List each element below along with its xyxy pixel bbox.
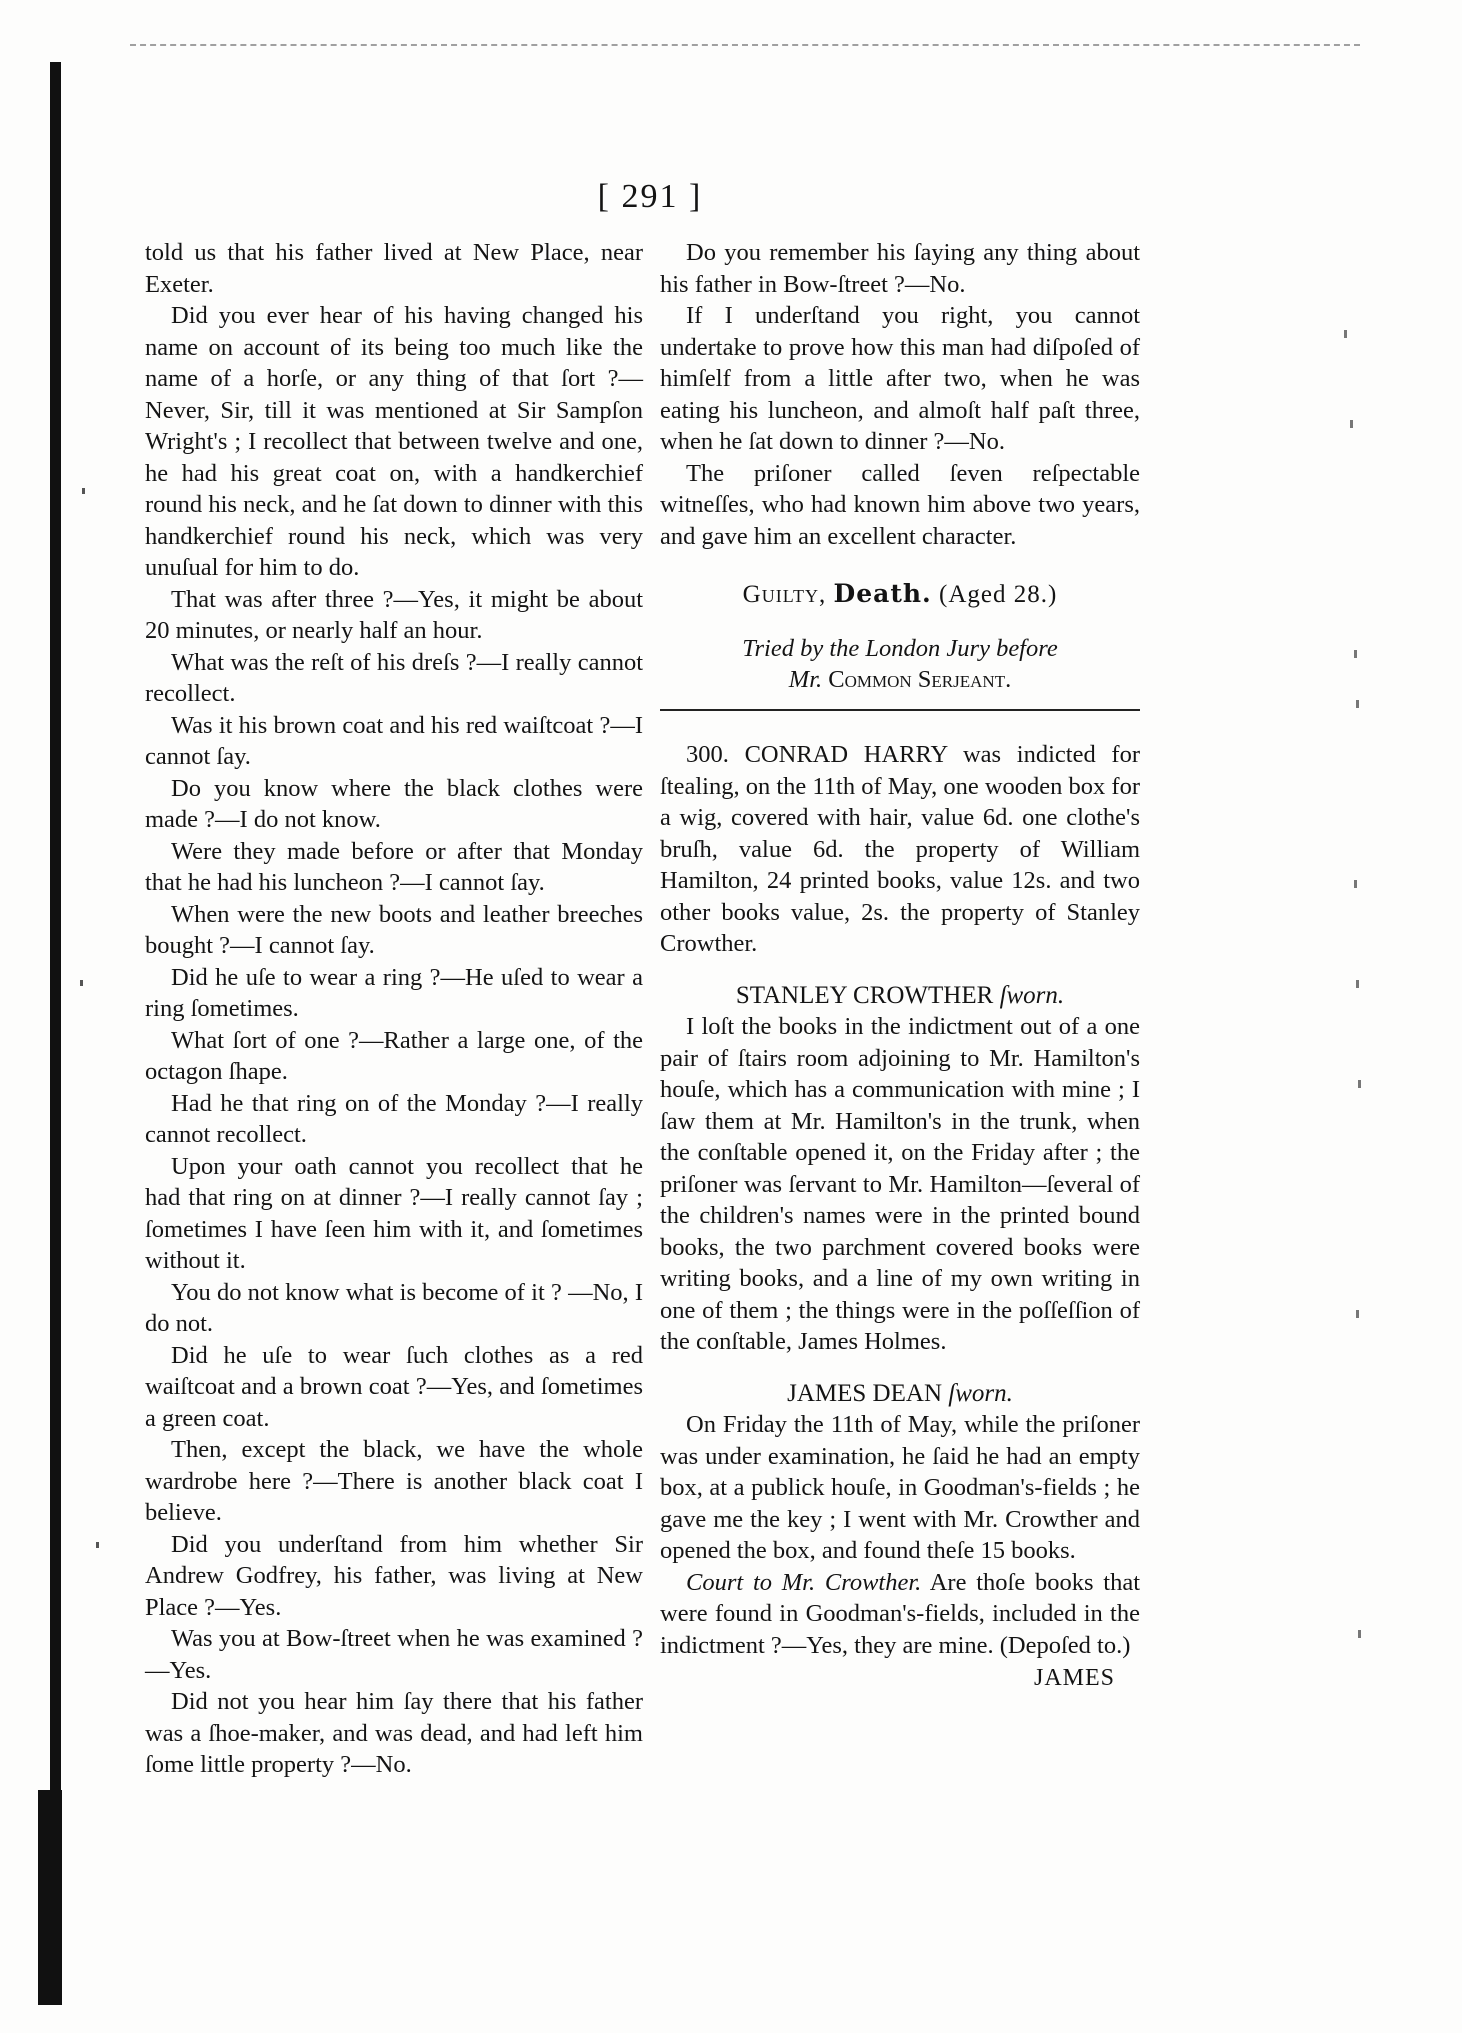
- witness-testimony: I loſt the books in the indictment out of a one pair of ſtairs room adjoining to Mr. Hamilton's houſe, which has a communication with mine ; I ſaw them at Mr. Hamilton's in the trunk, when the conſtable opened it, on the Friday after ; the priſoner was ſervant to Mr. Hamilton—ſeveral of the children's names were in the printed bound books, the two parchment covered books were writing books, and a line of my own writing in one of them ; the things were in the poſſeſſion of the conſtable, James Holmes.: [660, 1013, 1140, 1355]
- tried-by-prefix: Mr.: [788, 665, 823, 693]
- paragraph: Were they made before or after that Monday that he had his luncheon ?—I cannot ſay.: [145, 837, 643, 896]
- paragraph: When were the new boots and leather breeches bought ?—I cannot ſay.: [145, 900, 643, 959]
- paragraph: Do you know where the black clothes were made ?—I do not know.: [145, 774, 643, 833]
- witness-heading: [660, 1378, 1140, 1410]
- binding-shadow: [50, 62, 61, 1992]
- witness-status: ſworn.: [948, 1379, 1013, 1407]
- left-column: [145, 237, 643, 1781]
- court-label: Court to Mr. Crowther.: [686, 1568, 922, 1596]
- witness-heading: [660, 980, 1140, 1012]
- paragraph: What ſort of one ?—Rather a large one, of the octagon ſhape.: [145, 1026, 643, 1085]
- paragraph: Did you ever hear of his having changed his name on account of its being too much like the name of a horſe, or any thing of that ſort ?—Never, Sir, till it was mentioned at Sir Sampſon Wright's ; I recollect that between twelve and one, he had his great coat on, with a handkerchief round his neck, and he ſat down to dinner with this handkerchief round his neck, which was very unuſual for him to do.: [145, 302, 643, 581]
- margin-speck: [82, 488, 85, 494]
- court-text: Are thoſe books that were found in Goodman's-fields, included in the indictment ?—Yes, they are mine. (Depoſed to.): [660, 1568, 1140, 1659]
- paragraph: Upon your oath cannot you recollect that he had that ring on at dinner ?—I really cannot ſay ; ſometimes I have ſeen him with it, and ſometimes without it.: [145, 1152, 643, 1274]
- case-paragraph: [660, 739, 1140, 960]
- paragraph: Then, except the black, we have the whole wardrobe here ?—There is another black coat I believe.: [145, 1436, 643, 1526]
- case-text: was indicted for ſtealing, on the 11th of May, one wooden box for a wig, covered with hair, value 6d. one clothe's bruſh, value 6d. the property of William Hamilton, 24 printed books, value 12s. and two other books value, 2s. the property of Stanley Crowther.: [660, 741, 1140, 957]
- top-edge-line: [130, 44, 1360, 52]
- paragraph: Did he uſe to wear ſuch clothes as a red waiſtcoat and a brown coat ?—Yes, and ſometimes a green coat.: [145, 1341, 643, 1432]
- binding-shadow-bottom: [38, 1790, 62, 2005]
- page-number: [ 291 ]: [597, 178, 703, 215]
- verdict-age: (Aged 28.): [939, 581, 1058, 608]
- margin-speck: [80, 980, 83, 986]
- case-defendant: CONRAD HARRY: [744, 741, 948, 768]
- court-question: [660, 1567, 1140, 1662]
- paragraph: told us that his father lived at New Place, near Exeter.: [145, 239, 643, 298]
- witness-name: JAMES DEAN: [787, 1379, 942, 1407]
- paragraph: If I underſtand you right, you cannot undertake to prove how this man had diſpoſed of himſelf from a little after two, when he was eating his luncheon, and almoſt half paſt three, when he ſat down to dinner ?—No.: [660, 302, 1140, 455]
- margin-speck: [96, 1542, 99, 1548]
- section-divider: [660, 709, 1140, 711]
- paragraph: Do you remember his ſaying any thing about his father in Bow-ſtreet ?—No.: [660, 239, 1140, 298]
- tried-by-line-2: [660, 664, 1140, 696]
- verdict-sentence: Death.: [833, 579, 932, 608]
- paragraph: Did he uſe to wear a ring ?—He uſed to wear a ring ſometimes.: [145, 963, 643, 1022]
- paragraph: You do not know what is become of it ? —No, I do not.: [145, 1278, 643, 1337]
- case-number: 300.: [686, 741, 729, 768]
- right-column: [660, 237, 1140, 1661]
- paragraph: Had he that ring on of the Monday ?—I really cannot recollect.: [145, 1089, 643, 1148]
- paragraph: Did not you hear him ſay there that his father was a ſhoe-maker, and was dead, and had left him ſome little property ?—No.: [145, 1688, 643, 1778]
- tried-by-name: Common Serjeant.: [828, 665, 1012, 693]
- paragraph: Did you underſtand from him whether Sir Andrew Godfrey, his father, was living at New Place ?—Yes.: [145, 1530, 643, 1621]
- catchword: JAMES: [1034, 1665, 1116, 1691]
- paragraph: The priſoner called ſeven reſpectable witneſſes, who had known him above two years, and gave him an excellent character.: [660, 459, 1140, 550]
- witness-name: STANLEY CROWTHER: [735, 981, 994, 1009]
- witness-testimony: On Friday the 11th of May, while the priſoner was under examination, he ſaid he had an empty box, at a publick houſe, in Goodman's-fields ; he gave me the key ; I went with Mr. Crowther and opened the box, and found theſe 15 books.: [660, 1411, 1140, 1564]
- tried-by-line-1: Tried by the London Jury before: [742, 634, 1058, 662]
- verdict-line: [660, 578, 1140, 611]
- paragraph: What was the reſt of his dreſs ?—I really cannot recollect.: [145, 648, 643, 707]
- paragraph: That was after three ?—Yes, it might be about 20 minutes, or nearly half an hour.: [145, 585, 643, 644]
- verdict-guilty: Guilty,: [742, 581, 827, 608]
- witness-status: ſworn.: [999, 981, 1065, 1009]
- paragraph: Was you at Bow-ſtreet when he was examined ?—Yes.: [145, 1625, 643, 1684]
- paragraph: Was it his brown coat and his red waiſtcoat ?—I cannot ſay.: [145, 711, 643, 770]
